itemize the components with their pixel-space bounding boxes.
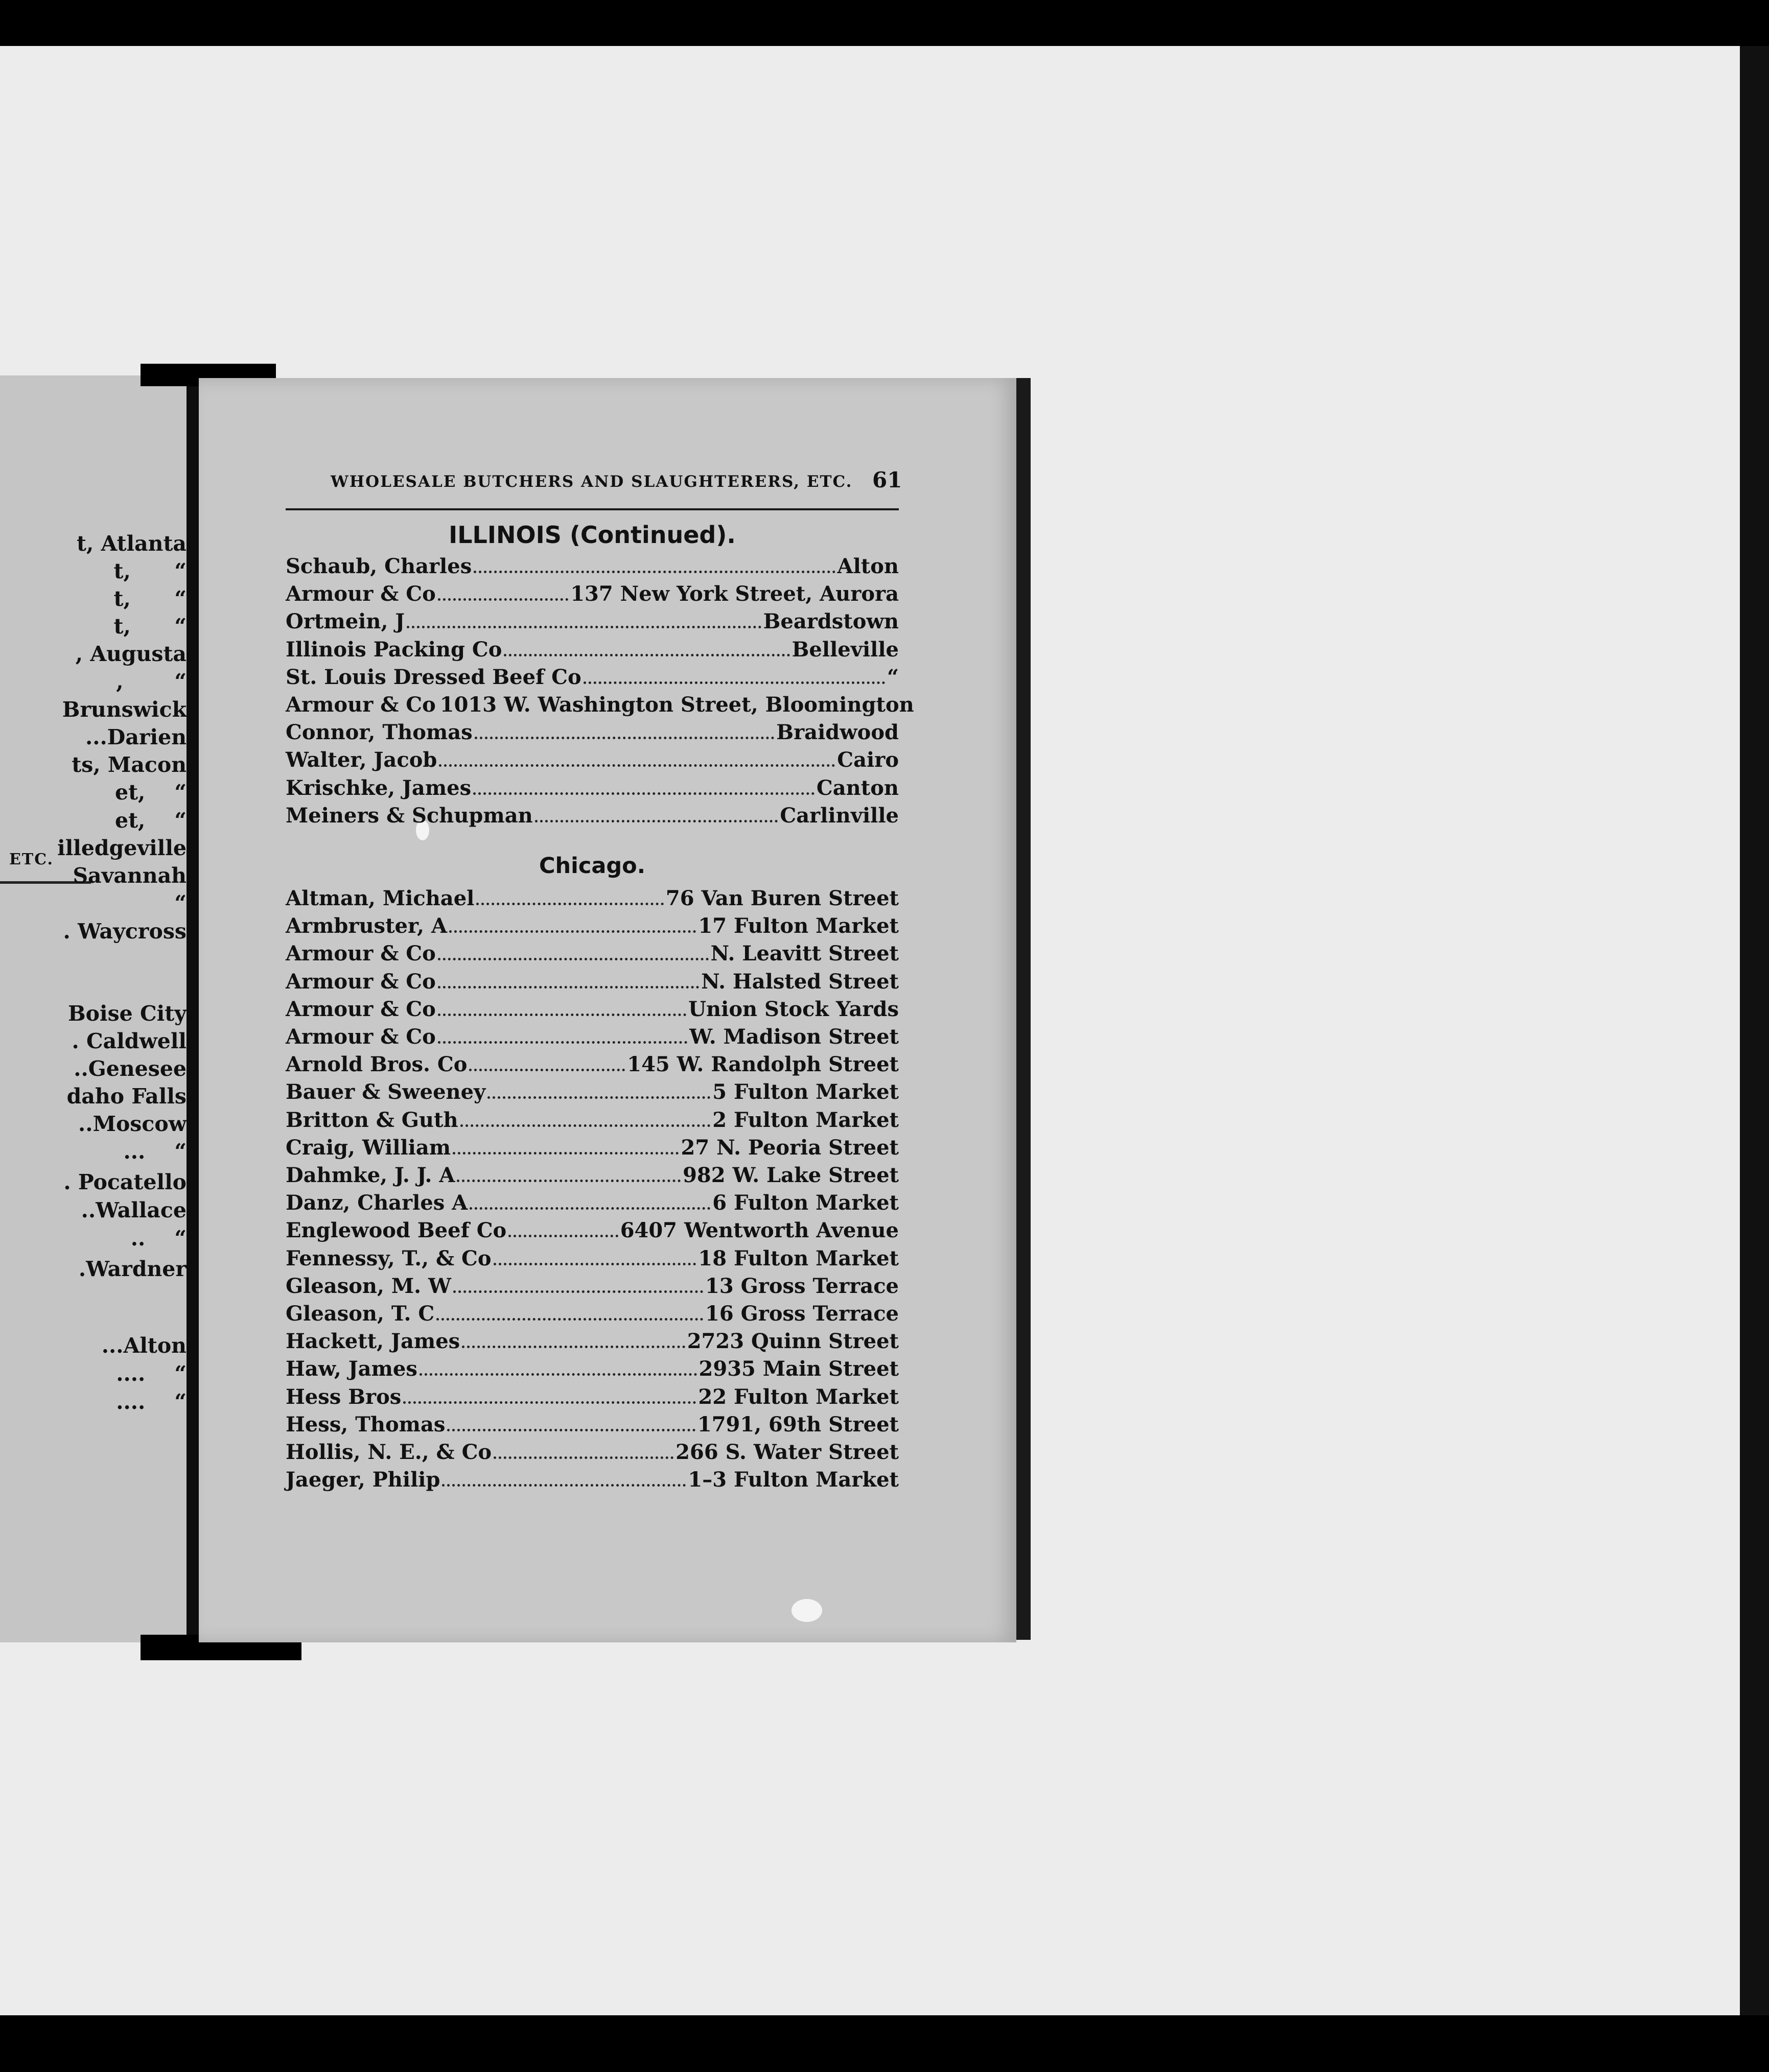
entry-name: Danz, Charles A: [286, 1191, 468, 1215]
directory-entry: [286, 582, 899, 609]
entry-address: N. Leavitt Street: [710, 941, 899, 966]
entry-address: 2 Fulton Market: [712, 1108, 899, 1132]
directory-entry: [286, 1302, 899, 1329]
entry-name: Gleason, T. C: [286, 1302, 435, 1326]
entry-name: Fennessy, T., & Co: [286, 1246, 492, 1270]
dot-leader: [442, 1471, 686, 1487]
directory-entry: [286, 914, 899, 941]
dot-leader: [474, 557, 835, 573]
entry-address: 27 N. Peoria Street: [681, 1135, 899, 1160]
dot-leader: [449, 917, 696, 933]
entry-name: Armour & Co: [286, 941, 436, 966]
left-page-line: et, “: [115, 808, 187, 833]
dot-leader: [407, 613, 761, 628]
left-page-line: ts, Macon: [72, 752, 187, 777]
left-page-line: . Waycross: [63, 919, 187, 944]
entry-address: “: [887, 665, 899, 689]
film-border-bottom: [0, 2015, 1769, 2072]
entry-address: 6407 Wentworth Avenue: [620, 1218, 899, 1243]
dot-leader: [453, 1277, 703, 1293]
entry-name: Hess Bros: [286, 1384, 402, 1409]
left-page-line: .... “: [116, 1361, 187, 1386]
entry-address: Beardstown: [763, 609, 899, 634]
entry-address: 2935 Main Street: [699, 1357, 899, 1381]
dot-leader: [487, 1083, 710, 1099]
entry-name: Armour & Co: [286, 997, 436, 1021]
entry-name: Englewood Beef Co: [286, 1218, 507, 1243]
dot-leader: [508, 1221, 618, 1237]
entry-address: 5 Fulton Market: [712, 1080, 899, 1104]
left-page-line: ..Wallace: [81, 1198, 187, 1222]
entry-address: 1791, 69th Street: [697, 1412, 899, 1437]
left-page-line: Brunswick: [62, 697, 187, 722]
dot-leader: [438, 1000, 686, 1016]
left-page-line: ...Alton: [101, 1333, 187, 1358]
dot-leader: [494, 1250, 696, 1265]
left-page: [0, 375, 187, 1642]
entry-name: Ortmein, J: [286, 609, 405, 634]
entry-name: Dahmke, J. J. A: [286, 1163, 455, 1187]
entry-name: Arnold Bros. Co: [286, 1052, 468, 1077]
entry-address: Carlinville: [780, 803, 899, 828]
directory-entry: [286, 1025, 899, 1052]
entry-name: Krischke, James: [286, 775, 472, 800]
chicago-subheading: Chicago.: [539, 853, 646, 879]
entry-address: 13 Gross Terrace: [705, 1274, 899, 1298]
directory-entry: [286, 776, 899, 804]
left-page-line: daho Falls: [66, 1084, 187, 1109]
entry-address: 145 W. Randolph Street: [627, 1052, 899, 1077]
entry-name: Haw, James: [286, 1357, 417, 1381]
dot-leader: [535, 807, 778, 822]
entry-name: Walter, Jacob: [286, 748, 437, 772]
directory-entry: [286, 609, 899, 637]
left-page-line: , Augusta: [75, 642, 187, 666]
entry-name: Altman, Michael: [286, 886, 475, 910]
entry-address: 1013 W. Washington Street, Bloomington: [439, 693, 914, 717]
entry-address: 76 Van Buren Street: [665, 886, 899, 910]
left-page-line: . Pocatello: [63, 1170, 187, 1194]
left-page-line: ..Genesee: [74, 1056, 187, 1081]
left-page-line: t, Atlanta: [77, 531, 187, 556]
directory-entry: [286, 804, 899, 831]
entry-name: St. Louis Dressed Beef Co: [286, 665, 581, 689]
dot-leader: [584, 668, 885, 684]
directory-entry: [286, 1218, 899, 1246]
dot-leader: [469, 1055, 625, 1071]
dot-leader: [439, 751, 835, 767]
directory-entry: [286, 1468, 899, 1495]
entry-name: Armbruster, A: [286, 914, 448, 938]
entry-address: N. Halsted Street: [701, 969, 899, 994]
film-border-right: [1740, 46, 1769, 2015]
page-number: 61: [872, 467, 902, 492]
entry-name: Bauer & Sweeney: [286, 1080, 486, 1104]
entry-address: 18 Fulton Market: [698, 1246, 899, 1270]
entry-name: Hess, Thomas: [286, 1412, 446, 1437]
directory-entry: [286, 748, 899, 775]
entry-name: Armour & Co: [286, 582, 436, 606]
film-border-top: [0, 0, 1769, 46]
dot-leader: [438, 945, 709, 960]
entry-name: Armour & Co: [286, 693, 436, 717]
dot-leader: [403, 1388, 696, 1404]
left-running-head: ETC.: [9, 851, 54, 868]
entry-name: Hackett, James: [286, 1329, 460, 1354]
entry-name: Meiners & Schupman: [286, 803, 533, 828]
directory-entry: [286, 886, 899, 914]
dot-leader: [438, 585, 568, 601]
left-page-line: illedgeville: [57, 836, 187, 860]
entry-address: 982 W. Lake Street: [683, 1163, 899, 1187]
dot-leader: [436, 1305, 703, 1321]
entry-address: 137 New York Street, Aurora: [570, 582, 899, 606]
film-speck: [792, 1599, 822, 1622]
dot-leader: [473, 779, 814, 795]
entry-address: 16 Gross Terrace: [705, 1302, 899, 1326]
left-page-line: .... “: [116, 1390, 187, 1414]
dot-leader: [476, 889, 664, 905]
left-page-line: Savannah: [73, 863, 187, 888]
left-page-line: .Wardner: [78, 1257, 187, 1281]
entry-name: Gleason, M. W: [286, 1274, 451, 1298]
entry-name: Armour & Co: [286, 969, 436, 994]
entry-name: Britton & Guth: [286, 1108, 458, 1132]
directory-entry: [286, 554, 899, 582]
entry-address: 17 Fulton Market: [698, 914, 899, 938]
entry-address: 22 Fulton Market: [698, 1384, 899, 1409]
entry-address: 1–3 Fulton Market: [688, 1468, 899, 1492]
entry-name: Jaeger, Philip: [286, 1468, 440, 1492]
directory-entry: [286, 1357, 899, 1384]
directory-entry: [286, 1246, 899, 1274]
directory-entry: [286, 1274, 899, 1302]
section-heading: ILLINOIS (Continued).: [449, 521, 736, 549]
directory-entry: [286, 1052, 899, 1080]
directory-entry: [286, 1440, 899, 1468]
directory-entry: [286, 665, 899, 693]
left-page-line: “: [174, 891, 187, 915]
directory-entry: [286, 1412, 899, 1440]
dot-leader: [438, 973, 699, 988]
directory-entry: [286, 1163, 899, 1191]
directory-entry: [286, 1108, 899, 1136]
left-page-line: Boise City: [68, 1001, 187, 1026]
entry-address: Alton: [837, 554, 899, 578]
entry-address: W. Madison Street: [689, 1025, 899, 1049]
entry-name: Connor, Thomas: [286, 720, 473, 745]
book-spine: [187, 375, 199, 1642]
directory-entry: [286, 693, 914, 720]
running-head: WHOLESALE BUTCHERS AND SLAUGHTERERS, ETC.: [331, 473, 853, 491]
dot-leader: [470, 1194, 710, 1210]
directory-entry: [286, 638, 899, 665]
left-page-line: .. “: [130, 1226, 187, 1251]
left-page-line: et, “: [115, 780, 187, 805]
dot-leader: [504, 641, 789, 656]
directory-entry: [286, 997, 899, 1025]
directory-entry: [286, 1080, 899, 1108]
entry-address: Union Stock Yards: [688, 997, 899, 1021]
dot-leader: [447, 1416, 695, 1431]
dot-leader: [420, 1360, 697, 1376]
entry-name: Schaub, Charles: [286, 554, 472, 578]
directory-entry: [286, 1385, 899, 1412]
entry-name: Illinois Packing Co: [286, 637, 502, 662]
left-page-line: ..Moscow: [78, 1112, 187, 1136]
entry-address: 6 Fulton Market: [712, 1191, 899, 1215]
dot-leader: [460, 1111, 711, 1127]
entry-address: 2723 Quinn Street: [687, 1329, 899, 1354]
entry-address: 266 S. Water Street: [676, 1440, 899, 1464]
entry-name: Armour & Co: [286, 1025, 436, 1049]
left-page-line: ...Darien: [85, 725, 187, 749]
dot-leader: [438, 1028, 687, 1044]
left-page-line: t, “: [113, 614, 187, 639]
entry-address: Braidwood: [776, 720, 899, 745]
dot-leader: [462, 1332, 685, 1348]
right-page: [199, 378, 1016, 1642]
dot-leader: [475, 723, 775, 739]
entry-address: Canton: [816, 775, 899, 800]
left-page-line: . Caldwell: [72, 1029, 187, 1053]
left-page-line: t, “: [113, 559, 187, 583]
directory-entry: [286, 1191, 899, 1218]
entry-address: Belleville: [792, 637, 899, 662]
directory-entry: [286, 941, 899, 969]
entry-name: Hollis, N. E., & Co: [286, 1440, 492, 1464]
dot-leader: [457, 1166, 681, 1182]
dot-leader: [494, 1443, 673, 1459]
directory-entry: [286, 970, 899, 997]
left-page-line: t, “: [113, 586, 187, 611]
directory-entry: [286, 1136, 899, 1163]
dot-leader: [453, 1139, 679, 1155]
page-edge-shadow: [1016, 378, 1031, 1640]
left-page-line: ... “: [123, 1139, 187, 1164]
left-page-line: , “: [116, 669, 187, 694]
directory-entry: [286, 1329, 899, 1357]
entry-name: Craig, William: [286, 1135, 451, 1160]
head-rule: [286, 508, 899, 510]
directory-entry: [286, 720, 899, 748]
entry-address: Cairo: [837, 748, 899, 772]
